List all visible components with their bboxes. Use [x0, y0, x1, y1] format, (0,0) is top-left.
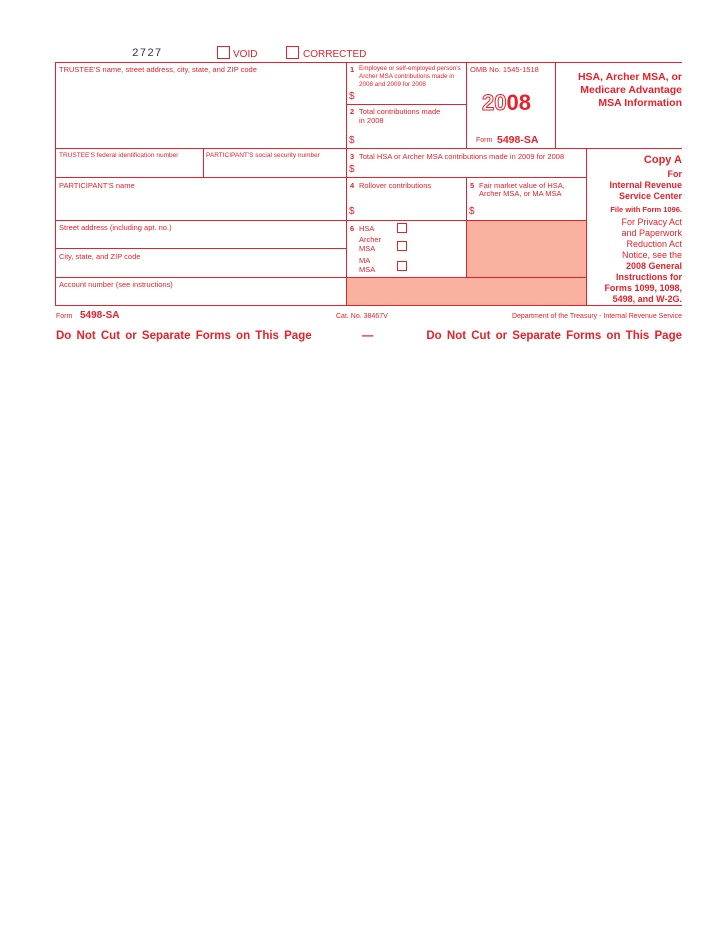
street-address-field[interactable] — [56, 233, 345, 247]
box3-label: Total HSA or Archer MSA contributions made in 2009 for 2008 — [359, 152, 565, 161]
trustee-federal-id-field[interactable] — [56, 162, 202, 176]
box6-ma-label-line2: MSA — [359, 265, 376, 274]
footer-form-word: Form — [56, 313, 73, 320]
shaded-cell-right — [466, 220, 586, 277]
box4-label: Rollover contributions — [359, 181, 432, 190]
box1-label-line3: 2008 and 2009 for 2008 — [359, 81, 426, 88]
box1-amount-field[interactable] — [358, 90, 464, 103]
copy-a-irs-line2: Service Center — [618, 191, 682, 201]
trustee-name-field[interactable] — [56, 76, 345, 147]
box5-label-line1: Fair market value of HSA, — [479, 181, 565, 190]
form-title-line2: Medicare Advantage — [580, 84, 682, 96]
participant-name-label: PARTICIPANT'S name — [59, 181, 135, 190]
box5-dollar-sign: $ — [469, 206, 475, 217]
copy-a-for: For — [667, 169, 682, 179]
department-label: Department of the Treasury - Internal Revenue Service — [511, 313, 682, 320]
form-word-label: Form — [476, 137, 493, 144]
box2-label-line2: in 2008 — [359, 116, 384, 125]
privacy-act-line8: 5498, and W-2G. — [612, 294, 682, 304]
box6-archer-label-line2: MSA — [359, 244, 376, 253]
box6-ma-msa-checkbox[interactable] — [397, 261, 407, 271]
privacy-act-line3: Reduction Act — [626, 239, 682, 249]
box5-amount-field[interactable] — [478, 204, 584, 219]
box6-archer-msa-checkbox[interactable] — [397, 241, 407, 251]
form-code: 2727 — [132, 48, 163, 60]
form-number-label: 5498-SA — [497, 134, 539, 146]
box3-number: 3 — [350, 152, 355, 161]
box3-dollar-sign: $ — [349, 164, 355, 175]
city-state-zip-field[interactable] — [56, 262, 345, 276]
street-address-label: Street address (including apt. no.) — [59, 223, 172, 232]
form-title-line1: HSA, Archer MSA, or — [577, 71, 682, 83]
trustee-federal-id-label: TRUSTEE'S federal identification number — [59, 152, 179, 159]
privacy-act-line7: Forms 1099, 1098, — [604, 283, 682, 293]
box2-label-line1: Total contributions made — [359, 107, 441, 116]
box6-archer-label-line1: Archer — [359, 235, 382, 244]
participant-ssn-label: PARTICIPANT'S social security number — [206, 152, 320, 159]
box6-hsa-label: HSA — [359, 224, 375, 233]
copy-a-irs-line1: Internal Revenue — [609, 180, 682, 190]
account-number-field[interactable] — [56, 290, 345, 304]
box4-number: 4 — [350, 181, 355, 190]
copy-a-label: Copy A — [643, 154, 682, 166]
do-not-cut-right: Do Not Cut or Separate Forms on This Page — [426, 330, 682, 342]
box5-number: 5 — [470, 181, 475, 190]
box6-number: 6 — [350, 224, 355, 233]
privacy-act-line2: and Paperwork — [621, 228, 682, 238]
tax-year-solid: 08 — [506, 90, 531, 115]
footer-form-number: 5498-SA — [80, 310, 120, 321]
box2-amount-field[interactable] — [358, 133, 464, 147]
void-label: VOID — [233, 49, 258, 60]
box2-number: 2 — [350, 107, 355, 116]
box1-dollar-sign: $ — [349, 91, 355, 102]
box6-ma-label-line1: MA — [359, 256, 371, 265]
privacy-act-line5: 2008 General — [625, 261, 682, 271]
privacy-act-line6: Instructions for — [615, 272, 682, 282]
box6-hsa-checkbox[interactable] — [397, 223, 407, 233]
trustee-name-label: TRUSTEE'S name, street address, city, state, and ZIP code — [59, 65, 257, 74]
box2-dollar-sign: $ — [349, 135, 355, 146]
copy-a-file-with: File with Form 1096. — [610, 205, 682, 214]
account-number-label: Account number (see instructions) — [59, 280, 173, 289]
box5-label-line2: Archer MSA, or MA MSA — [479, 189, 562, 198]
city-state-zip-label: City, state, and ZIP code — [59, 252, 141, 261]
box4-dollar-sign: $ — [349, 206, 355, 217]
box4-amount-field[interactable] — [358, 204, 464, 219]
do-not-cut-left: Do Not Cut or Separate Forms on This Page — [56, 330, 312, 342]
omb-number: OMB No. 1545-1518 — [470, 65, 539, 74]
form-title-line3: MSA Information — [598, 97, 682, 109]
participant-name-field[interactable] — [56, 191, 345, 219]
privacy-act-line4: Notice, see the — [621, 250, 682, 260]
participant-ssn-field[interactable] — [204, 162, 345, 176]
privacy-act-line1: For Privacy Act — [621, 217, 682, 227]
box1-number: 1 — [350, 65, 355, 74]
box1-label-line2: Archer MSA contributions made in — [359, 73, 455, 80]
catalog-number: Cat. No. 38467V — [336, 313, 388, 320]
box1-label-line1: Employee or self-employed person's — [359, 65, 461, 72]
tax-year — [482, 90, 531, 116]
tax-year-outline: 20 — [482, 90, 507, 115]
box3-amount-field[interactable] — [358, 162, 584, 176]
do-not-cut-dash: — — [362, 330, 374, 342]
corrected-label: CORRECTED — [303, 49, 367, 60]
shaded-cell-bottom — [346, 277, 586, 305]
